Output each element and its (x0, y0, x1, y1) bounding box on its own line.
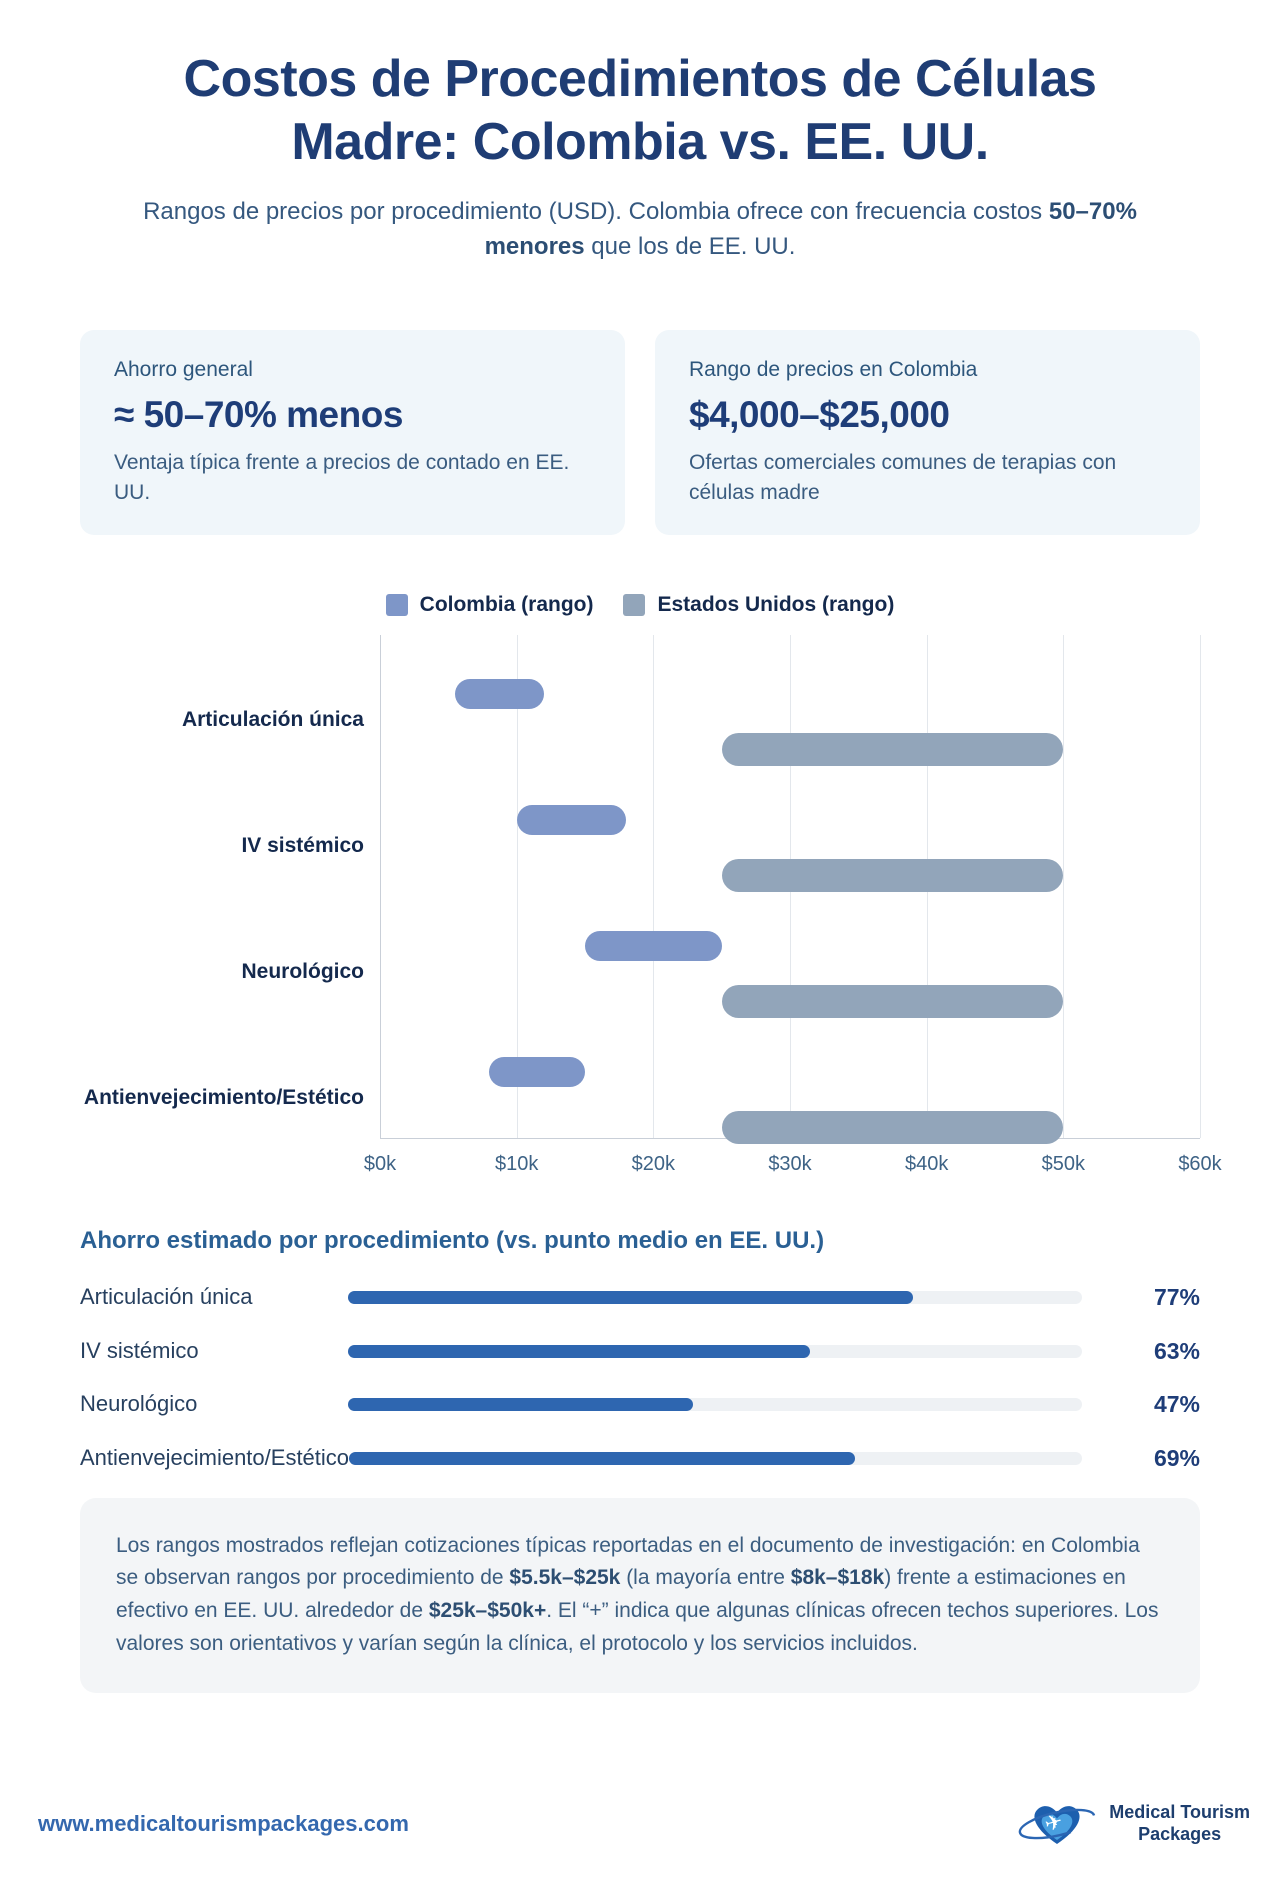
category-label: Antienvejecimiento/Estético (83, 1086, 364, 1110)
x-axis-tick-label: $50k (1041, 1153, 1086, 1176)
savings-percent: 69% (1153, 1444, 1200, 1471)
x-axis (363, 1139, 1222, 1183)
page-title-line2: Madre: Colombia vs. EE. UU. (291, 113, 989, 172)
savings-bar-track (349, 1452, 1082, 1465)
savings-label: Neurológico (80, 1391, 198, 1417)
x-axis-tick-label: $30k (768, 1153, 812, 1176)
savings-row (80, 1444, 1200, 1473)
savings-label: IV sistémico (80, 1337, 199, 1363)
savings-percent: 47% (1153, 1391, 1200, 1418)
stat-card-price-range (655, 330, 1200, 535)
note-card (80, 1498, 1200, 1693)
stat-card-label: Ahorro general (114, 358, 253, 382)
savings-bar-fill (348, 1345, 810, 1358)
category-label: Neurológico (241, 960, 364, 984)
legend-item-colombia: Colombia (rango) (386, 593, 594, 617)
category-labels (80, 635, 380, 1139)
brand-logo (1015, 1794, 1250, 1854)
savings-percent: 63% (1153, 1337, 1200, 1364)
chart-row (380, 761, 1200, 887)
savings-bar-track (348, 1345, 1082, 1358)
chart-legend (80, 593, 1200, 617)
stat-card-description: Ventaja típica frente a precios de contado en EE. UU. (114, 451, 570, 504)
usa-swatch (623, 594, 645, 616)
colombia-range-bar (517, 805, 626, 835)
savings-bar-track (348, 1398, 1082, 1411)
savings-row (80, 1337, 1200, 1366)
stat-card-savings (80, 330, 625, 535)
page-title (80, 48, 1200, 175)
stat-cards (80, 330, 1200, 535)
page-subtitle: Rangos de precios por procedimiento (USD). Colombia ofrece con frecuencia costos 50–70% menores que los de EE. UU. (143, 197, 1137, 260)
price-range-chart (80, 635, 1222, 1183)
savings-rows (80, 1283, 1200, 1472)
x-axis-tick-label: $0k (363, 1153, 397, 1176)
category-label: Articulación única (181, 708, 364, 732)
savings-bar-fill (349, 1452, 855, 1465)
colombia-range-bar (455, 679, 544, 709)
stat-card-value: ≈ 50–70% menos (114, 394, 403, 436)
savings-bar-track (348, 1291, 1082, 1304)
savings-row (80, 1390, 1200, 1419)
savings-bar-fill (348, 1398, 693, 1411)
page-title-line1: Costos de Procedimientos de Células (183, 50, 1097, 108)
chart-row (380, 635, 1200, 761)
footer (0, 1794, 1280, 1854)
brand-logo-text: Medical Tourism Packages (1109, 1802, 1250, 1844)
chart-plot-area (380, 635, 1200, 1139)
x-axis-tick-label: $20k (631, 1153, 676, 1176)
savings-label: Articulación única (80, 1284, 253, 1310)
colombia-range-bar (489, 1057, 585, 1087)
savings-row (80, 1283, 1200, 1312)
savings-section (80, 1227, 1200, 1472)
note-text: Los rangos mostrados reflejan cotizaciones típicas reportadas en el documento de investigación: en Colombia se observan rangos por procedimiento de $5.5k–$25k (la mayoría entre $8k–$18k) frente a estimaciones en efectivo en EE. UU. alrededor de $25k–$50k+. El “+” indica que algunas clínicas ofrecen techos superiores. Los valores son orientativos y varían según la clínica, el protocolo y los servicios incluidos. (116, 1533, 1159, 1655)
stat-card-value: $4,000–$25,000 (689, 394, 950, 436)
savings-heading: Ahorro estimado por procedimiento (vs. punto medio en EE. UU.) (80, 1227, 825, 1255)
heart-plane-logo-icon (1015, 1794, 1099, 1854)
legend-item-usa: Estados Unidos (rango) (623, 593, 894, 617)
x-axis-tick-label: $40k (904, 1153, 949, 1176)
svg-text:✈: ✈ (1042, 1808, 1066, 1837)
chart-row (380, 887, 1200, 1013)
category-label: IV sistémico (241, 834, 364, 858)
savings-percent: 77% (1153, 1284, 1200, 1311)
savings-label: Antienvejecimiento/Estético (80, 1445, 350, 1471)
savings-bar-fill (348, 1291, 913, 1304)
x-axis-tick-label: $10k (494, 1153, 539, 1176)
colombia-swatch (386, 594, 408, 616)
stat-card-label: Rango de precios en Colombia (689, 358, 978, 382)
stat-card-description: Ofertas comerciales comunes de terapias con células madre (689, 451, 1117, 504)
website-url: www.medicaltourismpackages.com (38, 1811, 409, 1836)
gridline (1200, 635, 1201, 1138)
x-axis-tick-label: $60k (1178, 1153, 1222, 1176)
chart-row (380, 1013, 1200, 1139)
colombia-range-bar (585, 931, 722, 961)
